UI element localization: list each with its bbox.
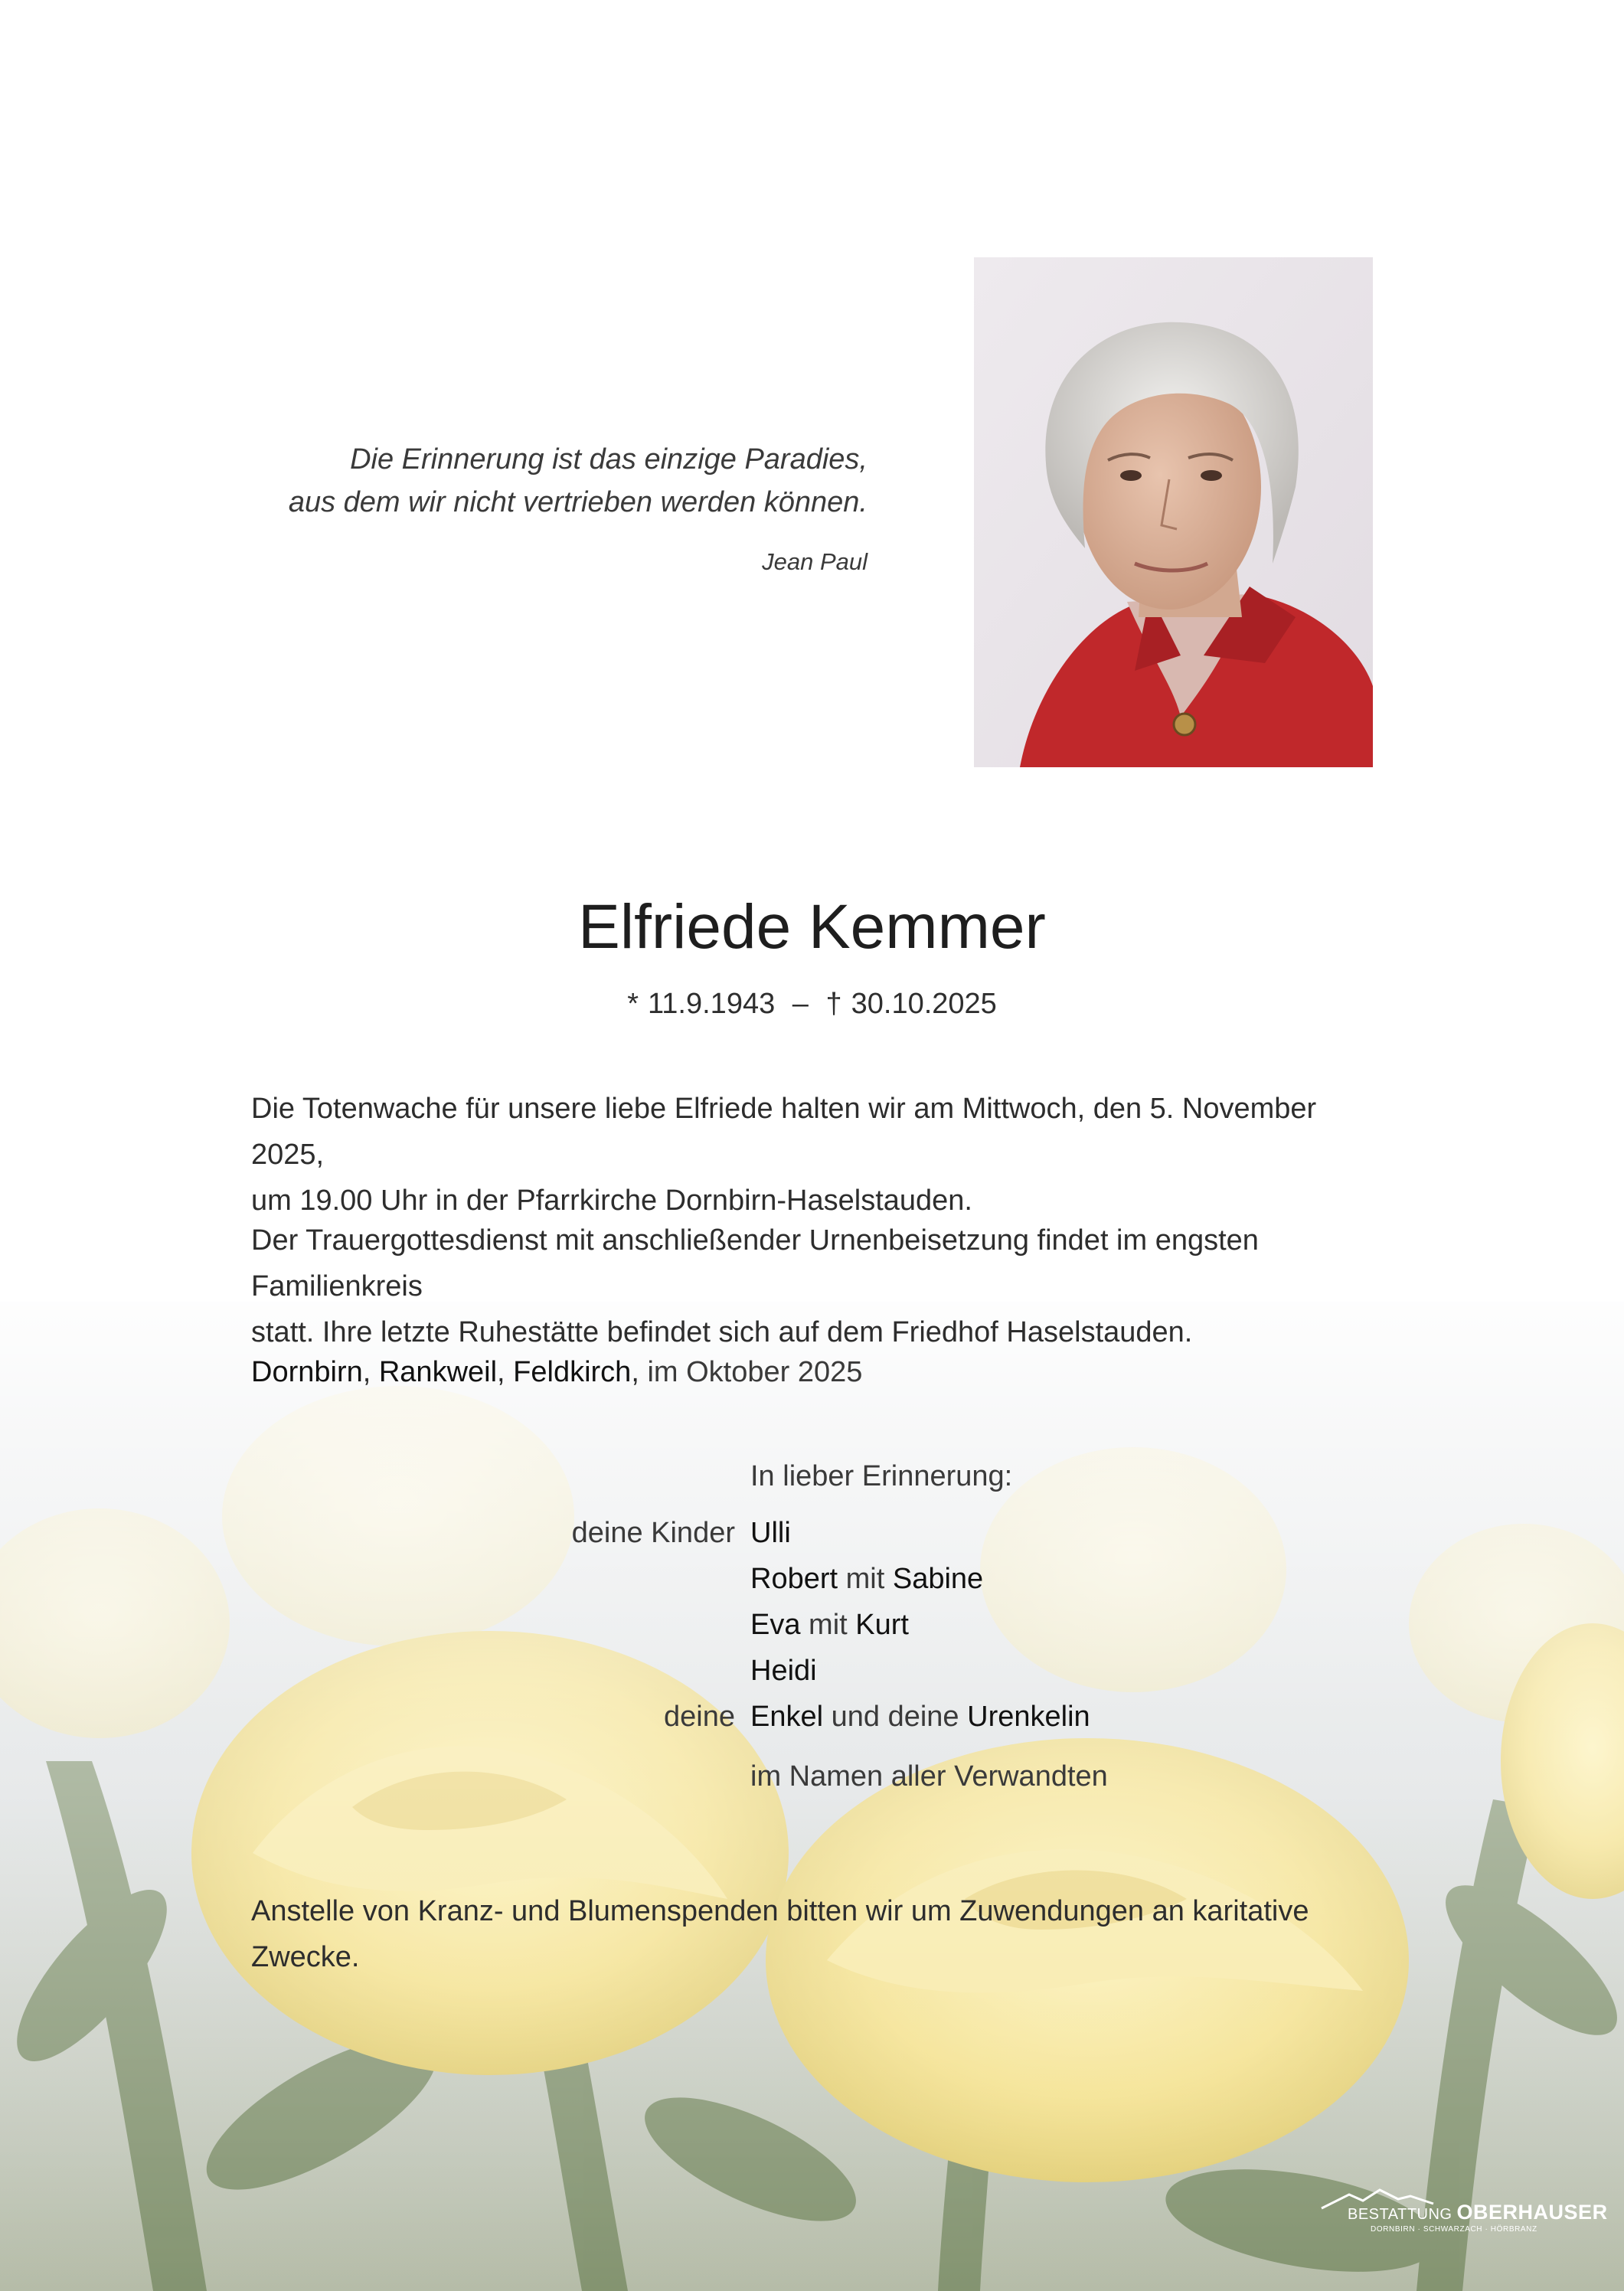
place-sep: , [362,1356,371,1388]
birth-symbol: * [627,988,639,1020]
place-and-date [251,1349,862,1395]
logo-locations: DORNBIRN · SCHWARZACH · HÖRBRANZ [1371,2225,1537,2234]
grandchildren: Enkel [750,1701,824,1733]
announcement-date: im Oktober 2025 [647,1356,863,1388]
children-label: deine Kinder [571,1517,735,1549]
portrait-illustration [974,257,1373,767]
place-sep: , [497,1356,505,1388]
death-date: 30.10.2025 [851,988,997,1020]
grandchildren-label: deine [664,1701,735,1733]
quote-author: Jean Paul [762,548,868,575]
child-ulli [750,1510,791,1556]
service-line-2: statt. Ihre letzte Ruhestätte befindet sich auf dem Friedhof Haselstauden. [251,1316,1193,1348]
family-closing: im Namen aller Verwandten [750,1760,1108,1793]
with-word: mit [845,1563,885,1595]
and-word: und deine [831,1701,959,1733]
logo-prefix: BESTATTUNG [1348,2206,1452,2223]
death-symbol: † [825,988,842,1020]
family-intro: In lieber Erinnerung: [750,1460,1013,1492]
wake-line-1: Die Totenwache für unsere liebe Elfriede halten wir am Mittwoch, den 5. November 2025, [251,1093,1317,1171]
place-sep: , [631,1356,639,1388]
quote-line-1: Die Erinnerung ist das einzige Paradies, [350,443,868,476]
child-eva [750,1602,909,1648]
memorial-quote [255,438,868,577]
service-line-1: Der Trauergottesdienst mit anschließender Urnenbeisetzung findet im engsten Familienkreis [251,1224,1259,1302]
quote-line-2: aus dem wir nicht vertrieben werden können. [288,486,868,518]
portrait-photo [974,257,1373,767]
child-name: Eva [750,1609,801,1641]
wake-paragraph [251,1086,1384,1224]
partner-name: Sabine [892,1563,984,1595]
child-robert [750,1556,983,1602]
town-dornbirn: Dornbirn [251,1356,363,1388]
with-word: mit [809,1609,848,1641]
service-paragraph [251,1217,1384,1355]
great-grandchild: Urenkelin [967,1701,1090,1733]
town-feldkirch: Feldkirch [513,1356,632,1388]
birth-date: 11.9.1943 [647,988,776,1020]
logo-wordmark [1348,2201,1608,2224]
child-heidi [750,1648,817,1694]
town-rankweil: Rankweil [378,1356,498,1388]
logo-name: OBERHAUSER [1456,2201,1608,2224]
child-name: Heidi [750,1655,817,1687]
life-dates [0,985,1624,1023]
donation-note: Anstelle von Kranz- und Blumenspenden bitten wir um Zuwendungen an karitative Zwecke. [251,1895,1309,1973]
child-name: Ulli [750,1517,791,1549]
child-name: Robert [750,1563,838,1595]
funeral-home-logo [1318,2181,1608,2242]
deceased-name: Elfriede Kemmer [578,892,1046,962]
partner-name: Kurt [855,1609,909,1641]
dates-separator: – [792,988,809,1020]
wake-line-2: um 19.00 Uhr in der Pfarrkirche Dornbirn-Haselstauden. [251,1185,972,1217]
grandchildren-line [750,1694,1090,1740]
